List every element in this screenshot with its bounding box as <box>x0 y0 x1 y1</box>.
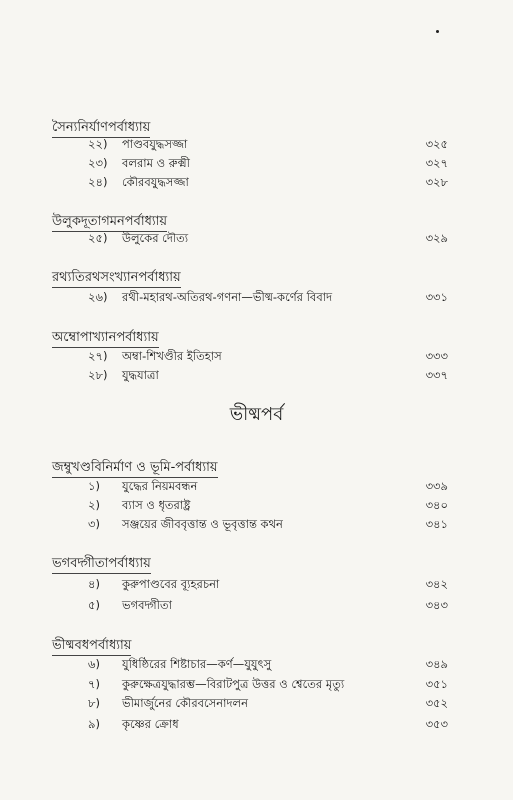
entry-title: ভগবদ্গীতা <box>122 598 172 612</box>
toc-entry <box>88 497 448 513</box>
toc-entry <box>88 478 448 494</box>
entry-title: যুদ্ধের নিয়মবন্ধন <box>122 479 198 493</box>
entry-page: ৩৪৯ <box>425 657 448 671</box>
entry-page: ৩৩১ <box>425 290 448 304</box>
entry-number: ২৫) <box>88 231 108 245</box>
entry-number: ৩) <box>88 517 100 531</box>
toc-entry <box>88 656 448 672</box>
toc-entry <box>88 367 448 383</box>
entry-page: ৩২৫ <box>425 137 448 151</box>
entry-title: কৌরবযুদ্ধসজ্জা <box>122 175 189 189</box>
entry-title: ব্যাস ও ধৃতরাষ্ট্র <box>122 498 191 512</box>
toc-entry <box>88 348 448 364</box>
toc-entry <box>88 676 448 692</box>
entry-title: সঞ্জয়ের জীববৃত্তান্ত ও ভূবৃত্তান্ত কথন <box>122 517 283 531</box>
section-title-bhishmavadh: ভীষ্মবধপর্বাধ্যায় <box>52 638 131 656</box>
entry-title: পাণ্ডবযুদ্ধসজ্জা <box>122 137 188 151</box>
entry-title: উলুকের দৌত্য <box>122 231 189 245</box>
entry-title: কৃষ্ণের ক্রোধ <box>122 717 179 731</box>
entry-page: ৩৩৩ <box>425 349 448 363</box>
entry-page: ৩৪৩ <box>425 598 448 612</box>
section-title-rathyatirath: রথ্যতিরথসংখ্যানপর্বাধ্যায় <box>52 270 181 288</box>
entry-number: ২৬) <box>88 290 108 304</box>
toc-entry <box>88 695 448 711</box>
entry-title: যুদ্ধযাত্রা <box>122 368 159 382</box>
entry-number: ২২) <box>88 137 108 151</box>
toc-entry <box>88 155 448 171</box>
entry-page: ৩২৮ <box>425 175 448 189</box>
entry-title: ভীমার্জুনের কৌরবসেনাদলন <box>122 696 248 710</box>
section-title-ulukdutagaman: উলুকদূতাগমনপর্বাধ্যায় <box>52 214 167 232</box>
toc-entry <box>88 716 448 732</box>
entry-page: ৩৫৩ <box>425 717 448 731</box>
section-title-jambukhanda: জম্বুখণ্ডবিনির্মাণ ও ভূমি-পর্বাধ্যায় <box>52 460 218 478</box>
entry-page: ৩২৭ <box>425 156 448 170</box>
entry-title: অম্বা-শিখণ্ডীর ইতিহাস <box>122 349 222 363</box>
entry-page: ৩৫১ <box>425 677 448 691</box>
entry-number: ২৮) <box>88 368 108 382</box>
toc-entry <box>88 597 448 613</box>
entry-number: ২৩) <box>88 156 108 170</box>
entry-page: ৩২৯ <box>425 231 448 245</box>
entry-title: বলরাম ও রুক্মী <box>122 156 190 170</box>
toc-entry <box>88 576 448 592</box>
entry-number: ২৪) <box>88 175 108 189</box>
parva-heading: ভীষ্মপর্ব <box>229 404 284 425</box>
section-title-sainyaniryan: সৈন্যনির্যাণপর্বাধ্যায় <box>52 120 150 138</box>
section-title-bhagavadgita: ভগবদ্গীতাপর্বাধ্যায় <box>52 556 151 574</box>
entry-page: ৩৪০ <box>425 498 448 512</box>
entry-page: ৩৫২ <box>425 696 448 710</box>
toc-entry <box>88 136 448 152</box>
entry-number: ৮) <box>88 696 100 710</box>
ink-dot <box>436 30 439 33</box>
toc-entry <box>88 516 448 532</box>
entry-title: কুরুক্ষেত্রযুদ্ধারম্ভ—বিরাটপুত্র উত্তর ও শ্বেতের মৃত্যু <box>122 677 345 691</box>
entry-number: ১) <box>88 479 100 493</box>
entry-title: রথী-মহারথ-অতিরথ-গণনা—ভীষ্ম-কর্ণের বিবাদ <box>122 290 333 304</box>
section-title-ambopakhyan: অম্বোপাখ্যানপর্বাধ্যায় <box>52 330 159 348</box>
entry-page: ৩৩৯ <box>425 479 448 493</box>
entry-number: ৫) <box>88 598 100 612</box>
entry-number: ২৭) <box>88 349 108 363</box>
entry-page: ৩৩৭ <box>425 368 448 382</box>
entry-page: ৩৪২ <box>425 577 448 591</box>
entry-title: কুরুপাণ্ডবের ব্যূহরচনা <box>122 577 220 591</box>
entry-number: ৬) <box>88 657 100 671</box>
entry-number: ৯) <box>88 717 100 731</box>
toc-entry <box>88 174 448 190</box>
entry-number: ২) <box>88 498 100 512</box>
entry-page: ৩৪১ <box>425 517 448 531</box>
toc-entry <box>88 289 448 305</box>
entry-number: ৪) <box>88 577 100 591</box>
entry-title: যুধিষ্ঠিরের শিষ্টাচার—কর্ণ—যুযুৎসু <box>122 657 272 671</box>
entry-number: ৭) <box>88 677 100 691</box>
toc-entry <box>88 230 448 246</box>
